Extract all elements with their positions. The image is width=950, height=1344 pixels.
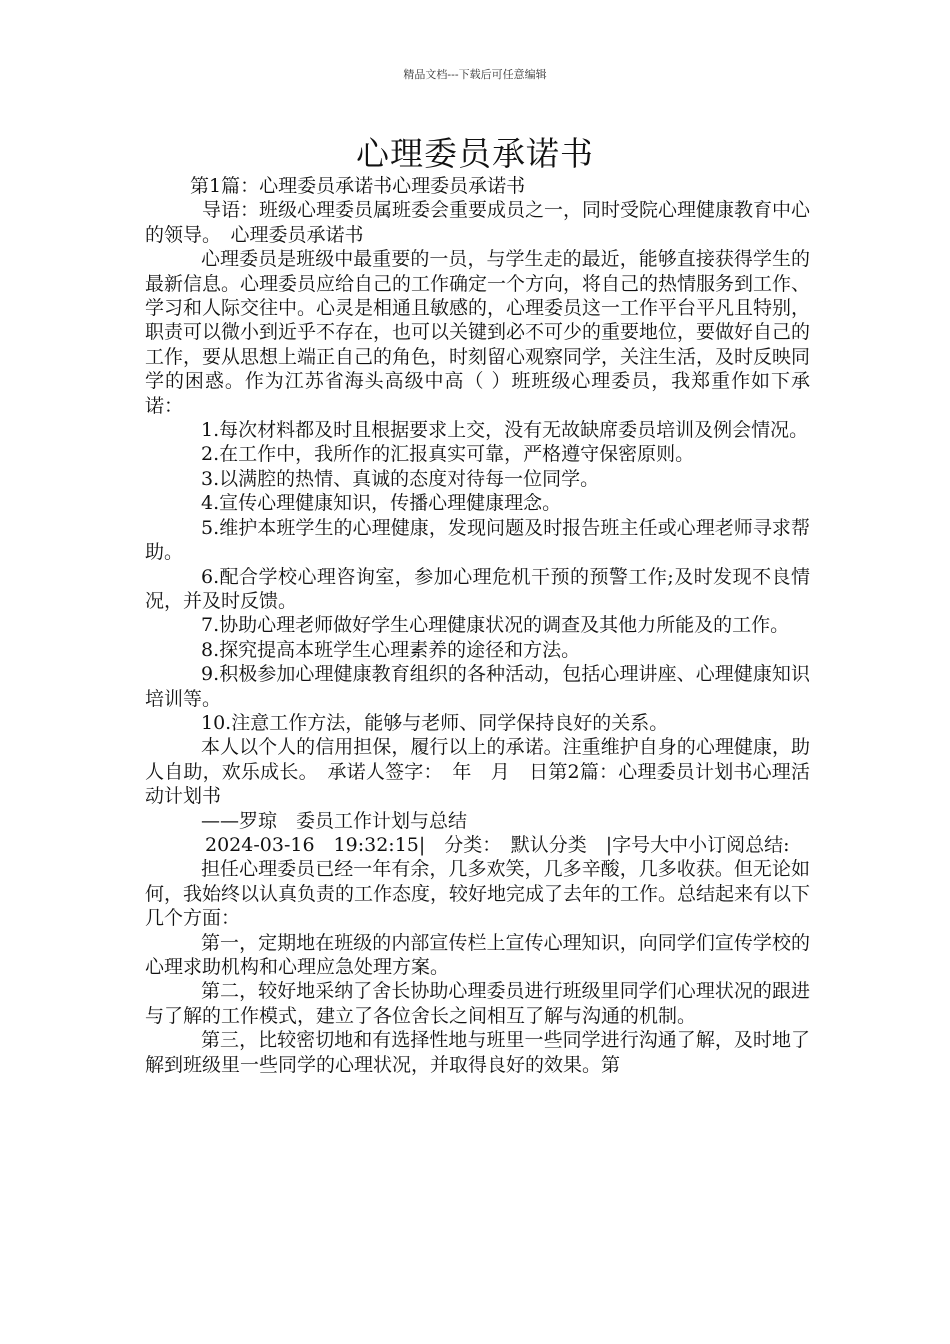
- paragraph: 导语：班级心理委员属班委会重要成员之一，同时受院心理健康教育中心的领导。 心理委员承诺书: [145, 199, 811, 246]
- paragraph: 第二，较好地采纳了舍长协助心理委员进行班级里同学们心理状况的跟进与了解的工作模式，建立了各位舍长之间相互了解与沟通的机制。: [145, 980, 810, 1027]
- paragraph: 本人以个人的信用担保，履行以上的承诺。注重维护自身的心理健康，助人自助，欢乐成长。 承诺人签字： 年 月 日第2篇：心理委员计划书心理活动计划书: [145, 736, 810, 808]
- list-item: 7.协助心理老师做好学生心理健康状况的调查及其他力所能及的工作。: [201, 614, 790, 637]
- list-item: 9.积极参加心理健康教育组织的各种活动，包括心理讲座、心理健康知识培训等。: [145, 663, 810, 710]
- list-item: 10.注意工作方法，能够与老师、同学保持良好的关系。: [201, 711, 669, 734]
- page-header: 精品文档---下载后可任意编辑: [403, 68, 547, 81]
- list-item: 6.配合学校心理咨询室，参加心理危机干预的预警工作;及时发现不良情况，并及时反馈。: [145, 565, 810, 612]
- document-body: [145, 174, 810, 1077]
- list-item: 8.探究提高本班学生心理素养的途径和方法。: [201, 638, 581, 661]
- paragraph: 心理委员是班级中最重要的一员，与学生走的最近，能够直接获得学生的最新信息。心理委员应给自己的工作确定一个方向，将自己的热情服务到工作、学习和人际交往中。心灵是相通且敏感的，心理委员这一工作平台平凡且特别，职责可以微小到近乎不存在，也可以关键到必不可少的重要地位，要做好自己的工作，要从思想上端正自己的角色，时刻留心观察同学，关注生活，及时反映同学的困惑。作为江苏省海头高级中高（ ）班班级心理委员，我郑重作如下承诺：: [145, 248, 811, 417]
- paragraph: 2024-03-16 19:32:15| 分类： 默认分类 |字号大中小订阅总结:: [205, 833, 790, 856]
- paragraph: 第三，比较密切地和有选择性地与班里一些同学进行沟通了解，及时地了解到班级里一些同学的心理状况，并取得良好的效果。第: [145, 1029, 810, 1076]
- list-item: 2.在工作中，我所作的汇报真实可靠，严格遵守保密原则。: [201, 443, 695, 466]
- list-item: 4.宣传心理健康知识，传播心理健康理念。: [201, 492, 562, 515]
- paragraph: ——罗琼 委员工作计划与总结: [201, 809, 468, 832]
- paragraph: 担任心理委员已经一年有余，几多欢笑，几多辛酸，几多收获。但无论如何，我始终以认真负责的工作态度，较好地完成了去年的工作。总结起来有以下几个方面：: [145, 858, 811, 930]
- paragraph: 第一，定期地在班级的内部宣传栏上宣传心理知识，向同学们宣传学校的心理求助机构和心理应急处理方案。: [145, 931, 810, 978]
- paragraph: 第1篇：心理委员承诺书心理委员承诺书: [190, 175, 526, 197]
- list-item: 5.维护本班学生的心理健康，发现问题及时报告班主任或心理老师寻求帮助。: [145, 516, 810, 564]
- list-item: 1.每次材料都及时且根据要求上交，没有无故缺席委员培训及例会情况。: [201, 419, 809, 442]
- list-item: 3.以满腔的热情、真诚的态度对待每一位同学。: [201, 467, 600, 490]
- document-title: 心理委员承诺书: [356, 134, 594, 173]
